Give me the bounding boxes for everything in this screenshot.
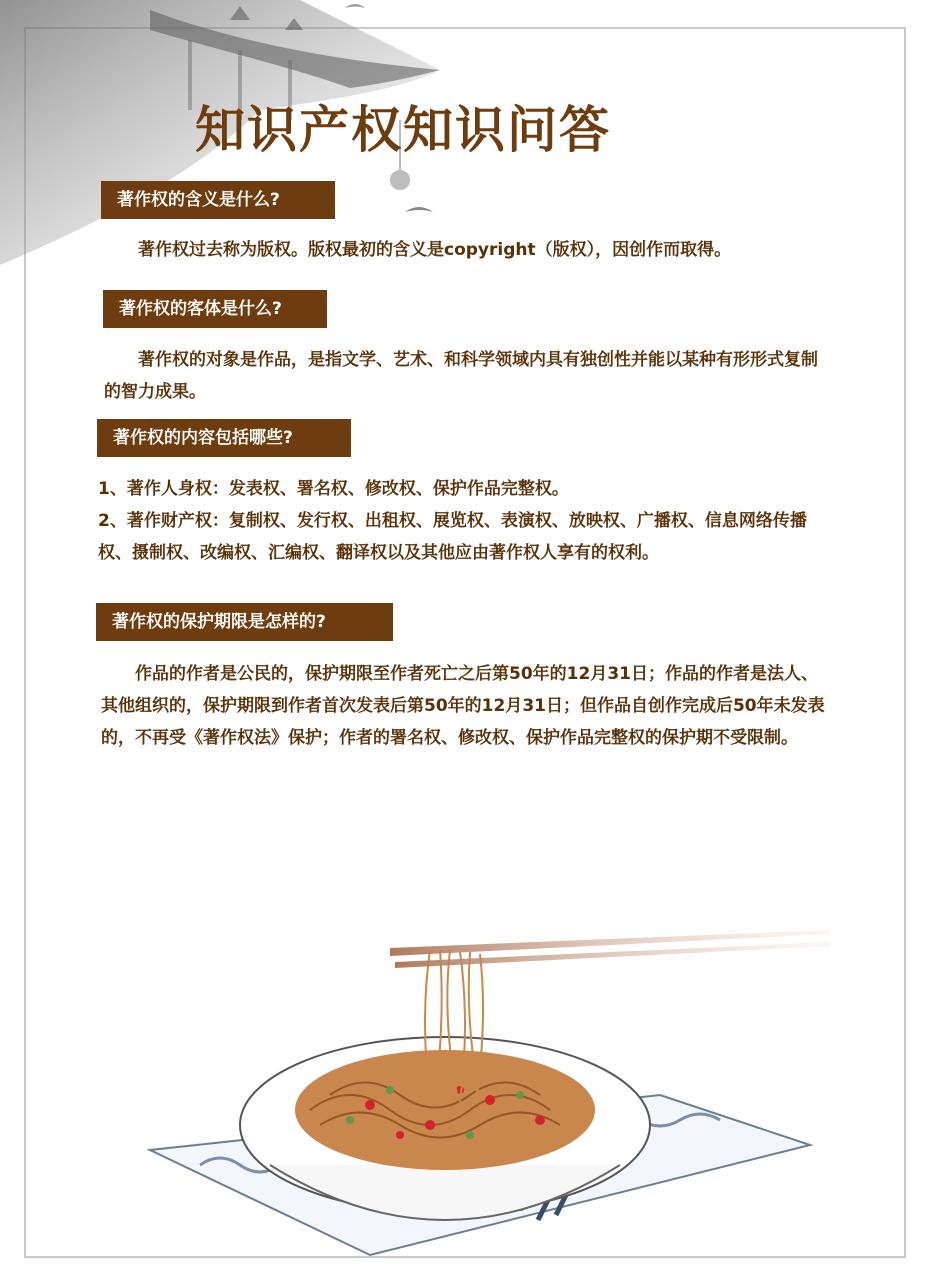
section-paragraph: 2、著作财产权：复制权、发行权、出租权、展览权、表演权、放映权、广播权、信息网络传播权、摄制权、改编权、汇编权、翻译权以及其他应由著作权人享有的权利。 xyxy=(98,511,807,563)
noodle-bowl-illustration xyxy=(140,920,830,1260)
section-heading-copyright-content: 著作权的内容包括哪些? xyxy=(97,419,351,457)
section-paragraph: 著作权的对象是作品，是指文学、艺术、和科学领域内具有独创性并能以某种有形形式复制的智力成果。 xyxy=(104,350,818,402)
section-paragraph: 著作权过去称为版权。版权最初的含义是copyright（版权），因创作而取得。 xyxy=(138,240,732,260)
page-title: 知识产权知识问答 xyxy=(195,100,611,159)
section-paragraph: 1、著作人身权：发表权、署名权、修改权、保护作品完整权。 xyxy=(98,479,569,499)
section-heading-protection-period: 著作权的保护期限是怎样的? xyxy=(96,603,393,641)
section-heading-copyright-object: 著作权的客体是什么? xyxy=(103,290,327,328)
section-heading-copyright-meaning: 著作权的含义是什么? xyxy=(101,181,335,219)
section-paragraph: 作品的作者是公民的，保护期限至作者死亡之后第50年的12月31日；作品的作者是法人、其他组织的，保护期限到作者首次发表后第50年的12月31日；但作品自创作完成后50年未发表的，不再受《著作权法》保护；作者的署名权、修改权、保护作品完整权的保护期不受限制。 xyxy=(101,664,825,748)
